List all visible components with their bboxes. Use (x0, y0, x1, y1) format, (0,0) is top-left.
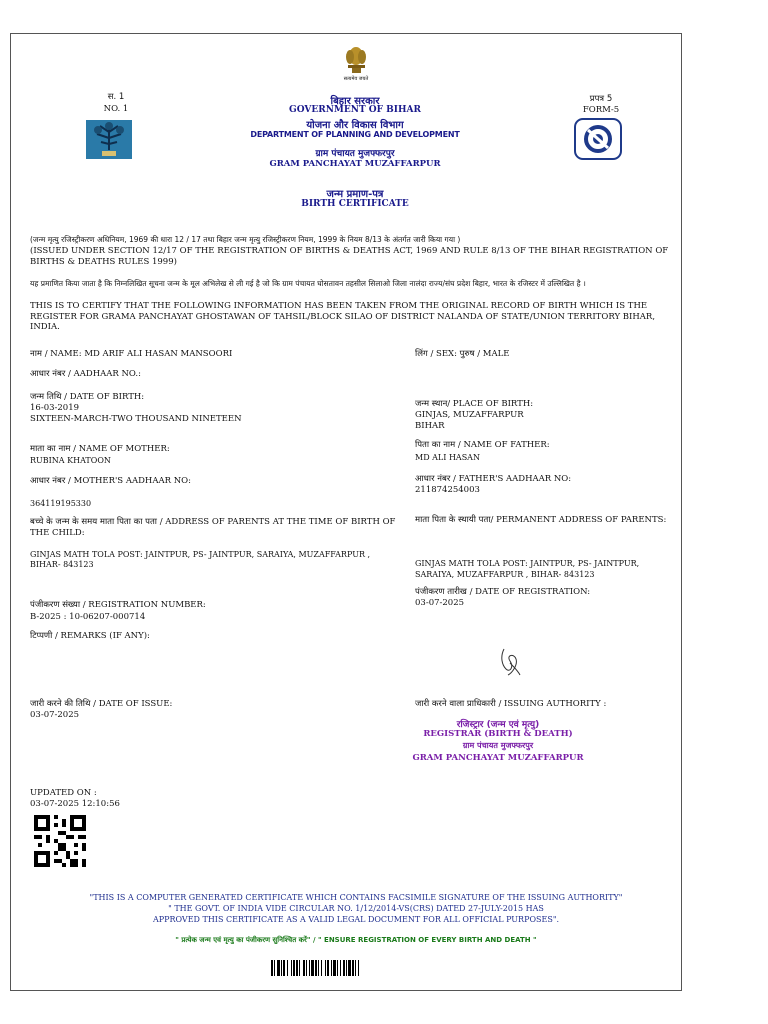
stamp-line-3: ग्राम पंचायत मुजफ्फरपुर (462, 741, 534, 750)
registration-date-value: 03-07-2025 (415, 598, 465, 608)
footer-note-2: " THE GOVT. OF INDIA VIDE CIRCULAR NO. 1/12/2014-VS(CRS) DATED 27-JULY-2015 HAS (168, 904, 544, 913)
crs-logo-icon (574, 118, 622, 160)
preamble-english-1: (ISSUED UNDER SECTION 12/17 OF THE REGISTRATION OF BIRTHS & DEATHS ACT, 1969 AND RULE 8/13 OF THE BIHAR REGISTRATION OF BIRTHS & DEATHS RULES 1999) (30, 246, 669, 267)
footer-note-3: APPROVED THIS CERTIFICATE AS A VALID LEGAL DOCUMENT FOR ALL OFFICIAL PURPOSES". (152, 915, 560, 924)
issue-date-value: 03-07-2025 (30, 710, 80, 720)
barcode-icon (271, 960, 437, 976)
mother-name-label: माता का नाम / NAME OF MOTHER: (30, 444, 170, 454)
mother-name-value: RUBINA KHATOON (30, 456, 111, 465)
permanent-address-value: GINJAS MATH TOLA POST: JAINTPUR, PS- JAINTPUR, SARAIYA, MUZAFFARPUR , BIHAR- 843123 (415, 559, 640, 579)
permanent-address-label: माता पिता के स्थायी पता/ PERMANENT ADDRESS OF PARENTS: (415, 515, 667, 525)
sex: लिंग / SEX: पुरुष / MALE (415, 349, 510, 359)
mother-aadhaar-label: आधार नंबर / MOTHER'S AADHAAR NO: (30, 476, 191, 486)
issue-date-label: जारी करने की तिथि / DATE OF ISSUE: (30, 699, 173, 709)
place-of-birth-label: जन्म स्थान/ PLACE OF BIRTH: (415, 399, 534, 409)
father-aadhaar-value: 211874254003 (415, 485, 480, 495)
bihar-tree-logo-icon (86, 120, 132, 159)
emblem-motto: सत्यमेव जयते (343, 76, 369, 82)
registration-date-label: पंजीकरण तारीख / DATE OF REGISTRATION: (415, 587, 591, 597)
mother-aadhaar-value: 364119195330 (30, 499, 92, 508)
issuing-authority-label: जारी करने वाला प्राधिकारी / ISSUING AUTHORITY : (415, 699, 607, 709)
serial-no-hindi: स. 1 (107, 92, 125, 102)
dob-label: जन्म तिथि / DATE OF BIRTH: (30, 392, 145, 402)
preamble-english-2: THIS IS TO CERTIFY THAT THE FOLLOWING INFORMATION HAS BEEN TAKEN FROM THE ORIGINAL RECORD OF BIRTH WHICH IS THE REGISTER FOR GRAMA PANCHAYAT GHOSTAWAN OF TAHSIL/BLOCK SILAO OF DISTRICT NALANDA OF STATE/UNION TERRITORY BIHAR, INDIA. (30, 301, 656, 332)
registration-number-label: पंजीकरण संख्या / REGISTRATION NUMBER: (30, 600, 206, 610)
certificate-title-hindi: जन्म प्रमाण-पत्र (326, 189, 384, 200)
place-of-birth-value-1: GINJAS, MUZAFFARPUR (415, 410, 524, 420)
preamble-hindi-2: यह प्रमाणित किया जाता है कि निम्नलिखित सूचना जन्म के मूल अभिलेख से ली गई है जो कि ग्राम पंचायत घोसतावन तहसील सिलाओ जिला नालंदा राज्य/संघ प्रदेश बिहार, भारत के रजिस्टर में उल्लिखित है । (30, 279, 586, 288)
preamble-hindi-1: (जन्म मृत्यु रजिस्ट्रीकरण अधिनियम, 1969 की धारा 12 / 17 तथा बिहार जन्म मृत्यु रजिस्ट्रीकरण नियम, 1999 के नियम 8/13 के अंतर्गत जारी किया गया ) (30, 235, 461, 244)
qr-code-icon (34, 815, 86, 867)
aadhaar-label: आधार नंबर / AADHAAR NO.: (30, 369, 141, 379)
birth-address-value: GINJAS MATH TOLA POST: JAINTPUR, PS- JAINTPUR, SARAIYA, MUZAFFARPUR , BIHAR- 843123 (30, 550, 371, 569)
birth-address-label: बच्चे के जन्म के समय माता पिता का पता / ADDRESS OF PARENTS AT THE TIME OF BIRTH OF THE CHILD: (30, 517, 396, 538)
registration-number-value: B-2025 : 10-06207-000714 (30, 612, 146, 622)
stamp-line-1: रजिस्ट्रार (जन्म एवं मृत्यु) (456, 720, 540, 730)
father-name-label: पिता का नाम / NAME OF FATHER: (415, 440, 550, 450)
stamp-line-2: REGISTRAR (BIRTH & DEATH) (423, 729, 573, 739)
dept-title-hindi: योजना और विकास विभाग (306, 120, 404, 131)
father-aadhaar-label: आधार नंबर / FATHER'S AADHAAR NO: (415, 474, 572, 484)
footer-note-1: "THIS IS A COMPUTER GENERATED CERTIFICATE WHICH CONTAINS FACSIMILE SIGNATURE OF THE ISSUING AUTHORITY" (89, 893, 623, 902)
updated-on-label: UPDATED ON : (30, 788, 97, 798)
father-name-value: MD ALI HASAN (415, 453, 480, 462)
national-emblem-icon (338, 43, 374, 77)
form-number-english: FORM-5 (582, 105, 620, 115)
dob-in-words: SIXTEEN-MARCH-TWO THOUSAND NINETEEN (30, 414, 242, 424)
panchayat-title-english: GRAM PANCHAYAT MUZAFFARPUR (269, 159, 441, 169)
dob-value: 16-03-2019 (30, 403, 80, 413)
dept-title-english: DEPARTMENT OF PLANNING AND DEVELOPMENT (250, 130, 460, 139)
updated-on-value: 03-07-2025 12:10:56 (30, 799, 120, 809)
certificate-frame (10, 33, 682, 991)
place-of-birth-value-2: BIHAR (415, 421, 445, 431)
stamp-line-4: GRAM PANCHAYAT MUZAFFARPUR (412, 753, 584, 763)
registrar-signature (494, 645, 524, 679)
certificate-title-english: BIRTH CERTIFICATE (301, 199, 409, 209)
child-name: नाम / NAME: MD ARIF ALI HASAN MANSOORI (30, 349, 233, 359)
govt-title-hindi: बिहार सरकार (330, 96, 380, 107)
form-number-hindi: प्रपत्र 5 (589, 94, 613, 104)
serial-no-english: NO. 1 (103, 104, 129, 114)
remarks-label: टिप्पणी / REMARKS (IF ANY): (30, 631, 150, 641)
panchayat-title-hindi: ग्राम पंचायत मुजफ्फरपुर (315, 149, 395, 159)
footer-slogan: " प्रत्येक जन्म एवं मृत्यु का पंजीकरण सुनिश्चित करें" / " ENSURE REGISTRATION OF EVERY BIRTH AND DEATH " (175, 936, 537, 944)
govt-title-english: GOVERNMENT OF BIHAR (289, 105, 421, 115)
